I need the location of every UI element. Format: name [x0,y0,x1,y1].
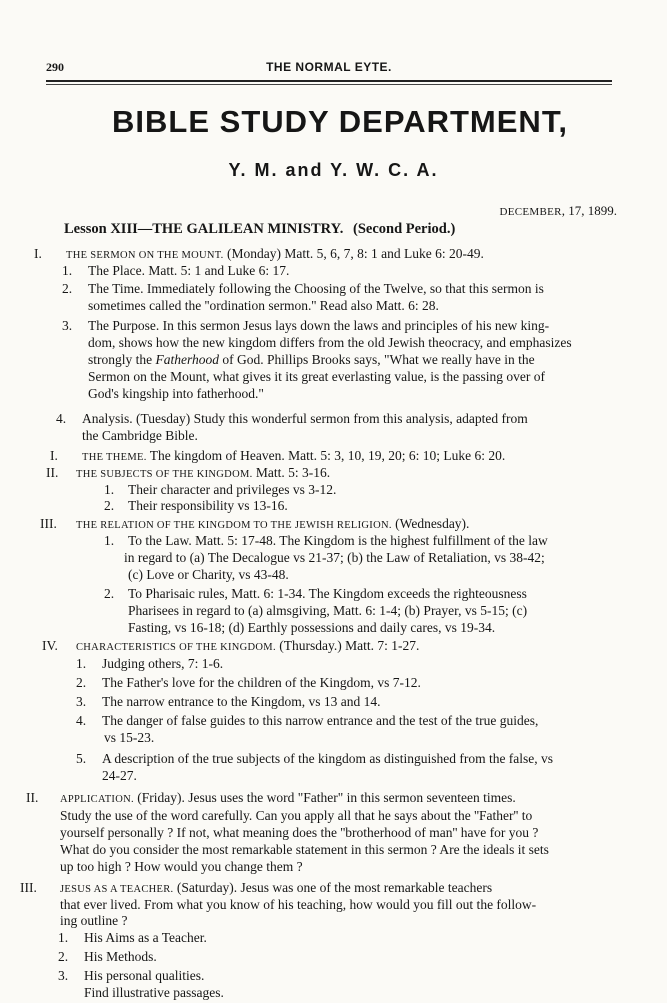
outline-line: 1. To the Law. Matt. 5: 17-48. The Kingdom is the highest fulfillment of the law [104,533,548,548]
date-month: DECEMBER [499,206,562,218]
outline-line: yourself personally ? If not, what meaning does the ''brotherhood of man'' have for you ? [60,825,539,840]
outline-line: Sermon on the Mount, what gives it its great everlasting value, is the passing over of [88,369,546,384]
outline-line: 2. To Pharisaic rules, Matt. 6: 1-34. The Kingdom exceeds the righteousness [104,586,527,601]
outline-line: III. JESUS AS A TEACHER. (Saturday). Jesus was one of the most remarkable teachers [20,880,493,895]
outline-line: (c) Love or Charity, vs 43-48. [128,567,289,582]
outline-line: the Cambridge Bible. [82,428,198,443]
outline-line: Find illustrative passages. [84,985,224,1000]
page-number: 290 [46,60,64,74]
outline-line: I. THE THEME. The kingdom of Heaven. Matt. 5: 3, 10, 19, 20; 6: 10; Luke 6: 20. [50,448,506,463]
outline-line: up too high ? How would you change them ? [60,859,303,874]
lesson-date [499,203,617,219]
outline-line: in regard to (a) The Decalogue vs 21-37; (b) the Law of Retaliation, vs 38-42; [124,550,545,565]
lesson-title: Lesson XIII—THE GALILEAN MINISTRY. [64,221,344,237]
outline-line: 2. The Time. Immediately following the Choosing of the Twelve, so that this sermon is [62,281,544,296]
department-subtitle: Y. M. and Y. W. C. A. [228,160,439,180]
outline-line: 1. Their character and privileges vs 3-12. [104,482,337,497]
outline-line: sometimes called the ''ordination sermon.'' Read also Matt. 6: 28. [88,298,439,313]
journal-title: THE NORMAL EYTE. [266,60,392,74]
outline-line: 3. His personal qualities. [58,968,205,983]
running-header [46,60,612,76]
outline-line: III. THE RELATION OF THE KINGDOM TO THE JEWISH RELIGION. (Wednesday). [40,516,470,531]
outline-line: I. THE SERMON ON THE MOUNT. (Monday) Matt. 5, 6, 7, 8: 1 and Luke 6: 20-49. [34,246,484,261]
header-rule [46,80,612,82]
lesson-heading [64,221,455,238]
outline-line: that ever lived. From what you know of his teaching, how would you fill out the follow- [60,897,537,912]
outline-line: 4. Analysis. (Tuesday) Study this wonderful sermon from this analysis, adapted from [56,411,528,426]
outline-line: Pharisees in regard to (a) almsgiving, Matt. 6: 1-4; (b) Prayer, vs 5-15; (c) [128,603,528,618]
outline-line: 2. Their responsibility vs 13-16. [104,498,288,513]
outline-line: strongly the Fatherhood of God. Phillips Brooks says, "What we really have in the [88,352,535,367]
header-rule-thin [46,84,612,85]
outline-line: What do you consider the most remarkable statement in this sermon ? Are the ideals it sets [60,842,549,857]
outline-line: II. APPLICATION. (Friday). Jesus uses the word "Father" in this sermon seventeen times. [26,790,516,805]
outline-line: 3. The narrow entrance to the Kingdom, vs 13 and 14. [76,694,381,709]
outline-line: 2. The Father's love for the children of the Kingdom, vs 7-12. [76,675,421,690]
department-title: BIBLE STUDY DEPARTMENT, [112,104,568,139]
outline-line: 3. The Purpose. In this sermon Jesus lays down the laws and principles of his new king- [62,318,550,333]
outline-line: God's kingship into fatherhood." [88,386,264,401]
outline-line: 4. The danger of false guides to this narrow entrance and the test of the true guides, [76,713,539,728]
outline-line: 1. His Aims as a Teacher. [58,930,207,945]
outline-line: dom, shows how the new kingdom differs from the old Jewish theocracy, and emphasizes [88,335,572,350]
outline-line: ing outline ? [60,913,128,928]
outline-line: Study the use of the word carefully. Can you apply all that he says about the ''Father'' to [60,808,533,823]
outline-line: Fasting, vs 16-18; (d) Earthly possessions and daily cares, vs 19-34. [128,620,496,635]
date-rest: , 17, 1899. [561,203,617,218]
outline-line: 24-27. [102,768,137,783]
outline-line: 1. Judging others, 7: 1-6. [76,656,224,671]
outline-line: 1. The Place. Matt. 5: 1 and Luke 6: 17. [62,263,290,278]
outline-line: 5. A description of the true subjects of the kingdom as distinguished from the false, vs [76,751,554,766]
lesson-period: (Second Period.) [352,221,456,237]
outline-line: IV. CHARACTERISTICS OF THE KINGDOM. (Thursday.) Matt. 7: 1-27. [42,638,420,653]
outline-line: vs 15-23. [104,730,155,745]
outline-line: II. THE SUBJECTS OF THE KINGDOM. Matt. 5: 3-16. [46,465,331,480]
outline-line: 2. His Methods. [58,949,157,964]
